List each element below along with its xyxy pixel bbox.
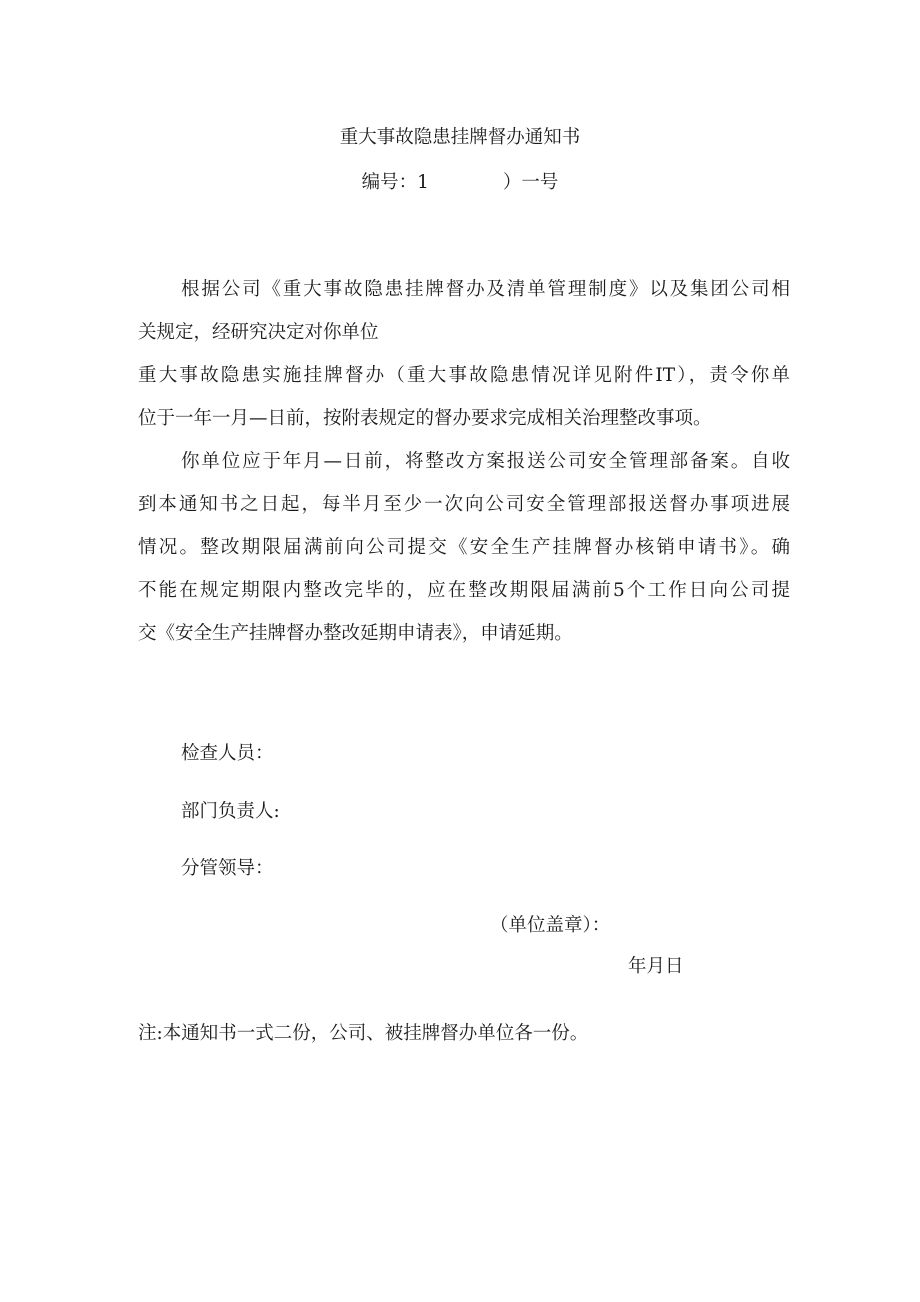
number-suffix: ）一号 bbox=[502, 172, 559, 193]
para2-line3: 情况。整改期限届满前向公司提交《安全生产挂牌督办核销申请书》。确 bbox=[138, 537, 790, 558]
para2-line1: 你单位应于年月—日前，将整改方案报送公司安全管理部备案。自收 bbox=[181, 451, 790, 472]
footnote: 注:本通知书一式二份，公司、被挂牌督办单位各一份。 bbox=[138, 1023, 589, 1044]
signature-inspector: 检查人员： bbox=[181, 743, 274, 764]
document-number bbox=[0, 171, 920, 195]
number-prefix: 编号：1 bbox=[361, 172, 429, 193]
unit-seal: （单位盖章）： bbox=[490, 915, 611, 936]
para2-line2: 到本通知书之日起，每半月至少一次向公司安全管理部报送督办事项进展 bbox=[138, 494, 790, 515]
document-title: 重大事故隐患挂牌督办通知书 bbox=[339, 127, 581, 148]
para2-line4: 不能在规定期限内整改完毕的，应在整改期限届满前5个工作日向公司提 bbox=[138, 580, 790, 601]
sign-date: 年月日 bbox=[628, 956, 684, 977]
para1-line2: 关规定，经研究决定对你单位 bbox=[138, 322, 379, 343]
signature-leader: 分管领导： bbox=[181, 858, 274, 879]
signature-dept-head: 部门负责人: bbox=[181, 801, 280, 822]
para1-line3: 重大事故隐患实施挂牌督办（重大事故隐患情况详见附件IT），责令你单 bbox=[138, 365, 790, 386]
para1-line1: 根据公司《重大事故隐患挂牌督办及清单管理制度》以及集团公司相 bbox=[181, 279, 790, 300]
para2-line5: 交《安全生产挂牌督办整改延期申请表》，申请延期。 bbox=[138, 623, 573, 644]
para1-line4: 位于一年一月—日前，按附表规定的督办要求完成相关治理整改事项。 bbox=[138, 408, 712, 429]
